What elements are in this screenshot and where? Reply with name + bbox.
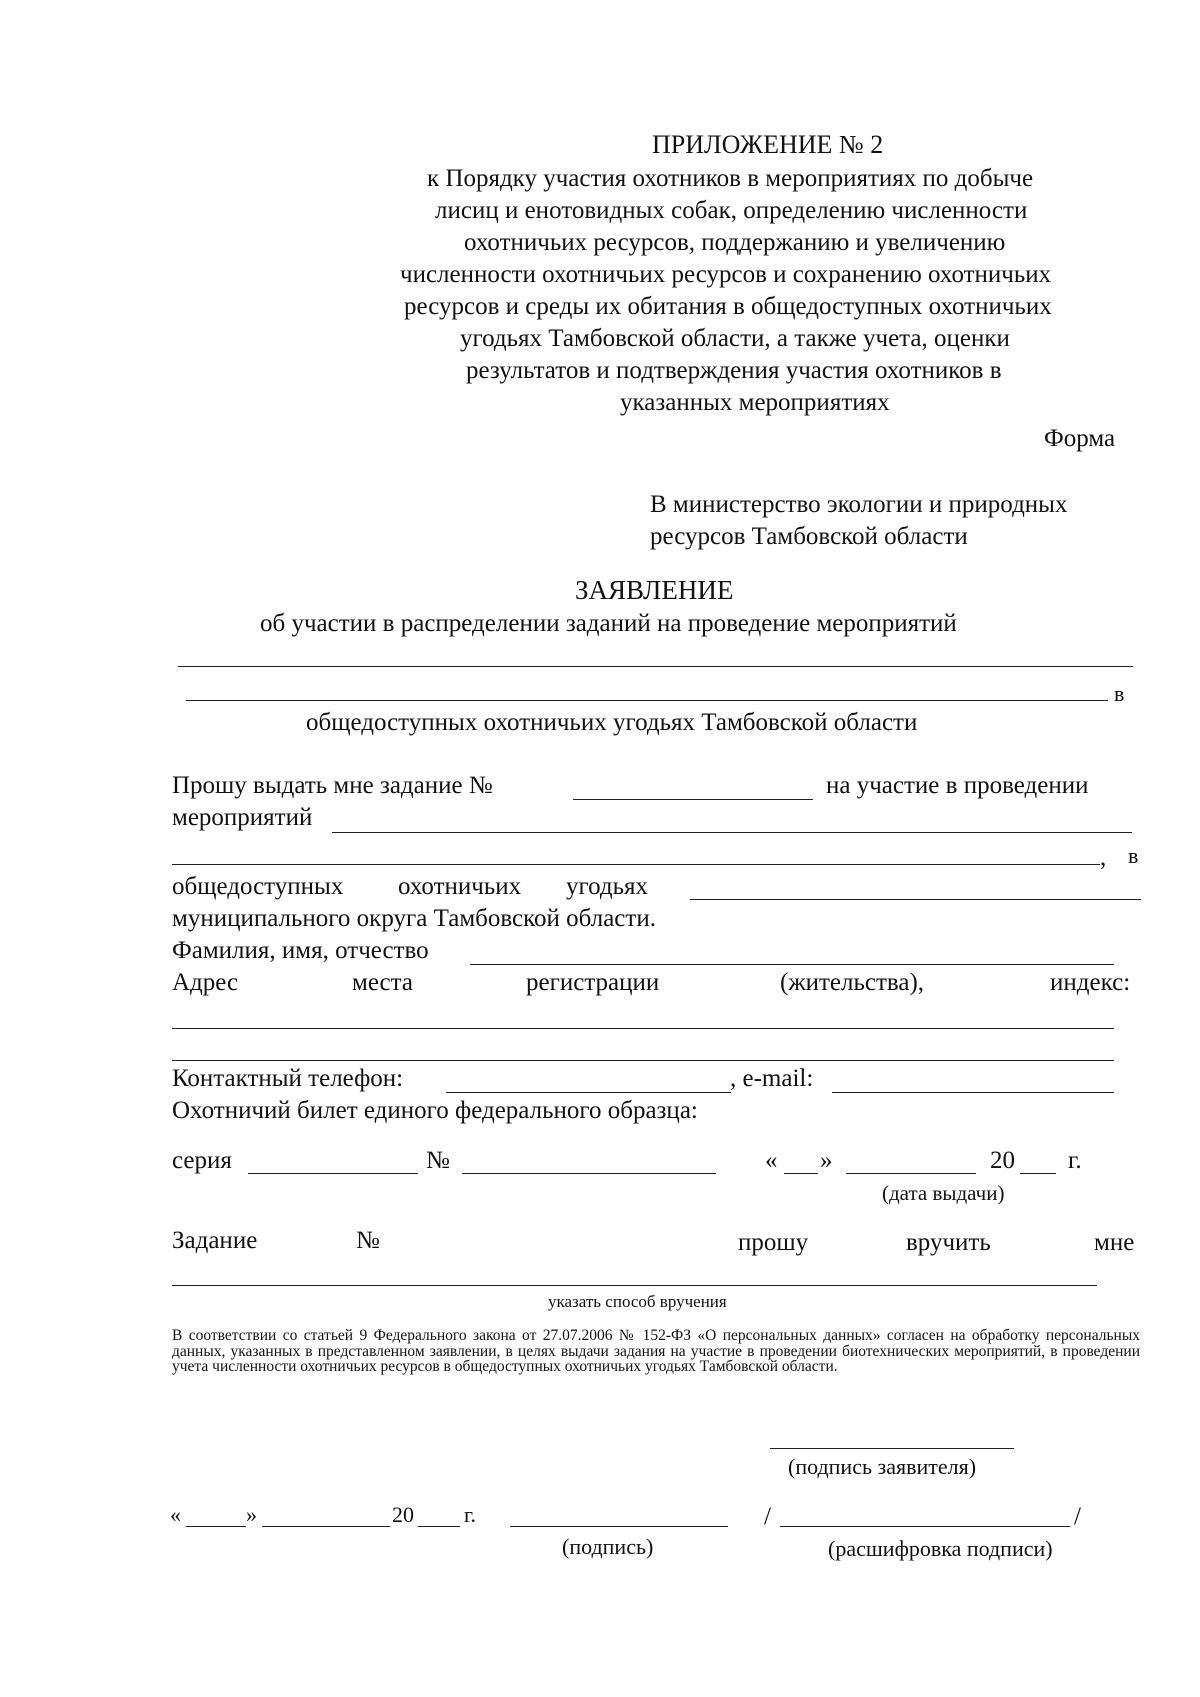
issue-day-field[interactable]	[784, 1173, 818, 1174]
phone-field[interactable]	[446, 1092, 731, 1093]
event-name-line-2[interactable]	[186, 700, 1108, 701]
address-word: регистрации	[526, 969, 660, 996]
task-number-field[interactable]	[573, 799, 813, 800]
addressee-line: В министерство экологии и природных	[650, 491, 1068, 518]
sig-year-field[interactable]	[418, 1526, 460, 1527]
signature-label: (подпись)	[562, 1534, 654, 1559]
task-word: Задание	[172, 1227, 258, 1254]
year-suffix: г.	[1068, 1147, 1082, 1174]
slash: /	[1074, 1503, 1081, 1530]
address-word: Адрес	[172, 969, 239, 996]
ticket-number-field[interactable]	[462, 1173, 716, 1174]
appendix-line: к Порядку участия охотников в мероприятиях по добыче	[427, 165, 1034, 192]
sig-month-field[interactable]	[262, 1526, 390, 1527]
email-field[interactable]	[832, 1092, 1114, 1093]
signature-decoding-field[interactable]	[780, 1526, 1070, 1527]
appendix-line: результатов и подтверждения участия охотников в	[466, 357, 1002, 384]
quote-close: »	[820, 1147, 833, 1174]
sig-year-prefix: 20	[392, 1502, 414, 1527]
phone-label: Контактный телефон:	[172, 1065, 404, 1092]
request-start: Прошу выдать мне задание №	[172, 772, 493, 799]
sig-day-field[interactable]	[186, 1526, 246, 1527]
issue-year-field[interactable]	[1020, 1173, 1056, 1174]
grounds-label: угодьях	[566, 873, 649, 900]
task-word: №	[356, 1227, 380, 1254]
events-label: мероприятий	[172, 804, 313, 831]
task-word: прошу	[738, 1229, 809, 1256]
appendix-line: лисиц и енотовидных собак, определению численности	[435, 197, 1028, 224]
fio-field[interactable]	[470, 964, 1114, 965]
task-word: вручить	[906, 1229, 991, 1256]
appendix-line: ресурсов и среды их обитания в общедоступных охотничьих	[404, 293, 1052, 320]
events-field-2[interactable]	[172, 864, 1100, 865]
sig-year-suffix: г.	[464, 1502, 477, 1527]
in-letter: в	[1128, 843, 1139, 868]
personal-data-consent: В соответствии со статьей 9 Федерального закона от 27.07.2006 № 152-ФЗ «О персональных данных» согласен на обработку персональных данных, указанных в представленном заявлении, в целях выдачи задания на участие в проведении биотехнических мероприятий, в проведении учета численности охотничьих ресурсов в общедоступных охотничьих угодьях Тамбовской области.	[172, 1327, 1140, 1375]
series-label: серия	[172, 1147, 232, 1174]
district-line: муниципального округа Тамбовской области.	[172, 905, 656, 932]
delivery-method-field[interactable]	[172, 1285, 1097, 1286]
comma: ,	[1100, 844, 1107, 871]
request-end: на участие в проведении	[826, 772, 1089, 799]
ticket-label: Охотничий билет единого федерального образца:	[172, 1097, 698, 1124]
applicant-signature-line[interactable]	[770, 1448, 1014, 1449]
decoding-label: (расшифровка подписи)	[828, 1536, 1053, 1561]
address-field-2[interactable]	[172, 1060, 1114, 1061]
signature-field[interactable]	[510, 1526, 728, 1527]
applicant-signature-label: (подпись заявителя)	[788, 1454, 977, 1479]
statement-title: ЗАЯВЛЕНИЕ	[575, 575, 734, 605]
in-letter: в	[1114, 681, 1125, 706]
quote-open: «	[765, 1147, 778, 1174]
event-name-line[interactable]	[178, 666, 1133, 667]
sig-quote-open: «	[170, 1502, 181, 1527]
statement-subtitle: об участии в распределении заданий на проведение мероприятий	[260, 610, 957, 637]
form-label: Форма	[1044, 425, 1116, 452]
appendix-line: угодьях Тамбовской области, а также учета, оценки	[460, 325, 1010, 352]
address-word: индекс:	[1050, 969, 1131, 996]
grounds-label: общедоступных	[172, 873, 344, 900]
address-field[interactable]	[172, 1028, 1114, 1029]
appendix-line: численности охотничьих ресурсов и сохранению охотничьих	[400, 261, 1052, 288]
task-word: мне	[1094, 1229, 1135, 1256]
series-field[interactable]	[248, 1173, 418, 1174]
issue-month-field[interactable]	[846, 1173, 976, 1174]
appendix-line: указанных мероприятиях	[620, 389, 890, 416]
issue-date-label: (дата выдачи)	[882, 1181, 1005, 1205]
delivery-hint: указать способ вручения	[548, 1292, 727, 1311]
slash: /	[764, 1503, 771, 1530]
address-word: места	[352, 969, 413, 996]
addressee-line: ресурсов Тамбовской области	[650, 523, 968, 550]
year-prefix: 20	[990, 1147, 1015, 1174]
appendix-title: ПРИЛОЖЕНИЕ № 2	[652, 130, 884, 159]
district-field[interactable]	[690, 899, 1141, 900]
grounds-label: охотничьих	[398, 873, 522, 900]
email-label: , e-mail:	[730, 1065, 814, 1092]
grounds-line: общедоступных охотничьих угодьях Тамбовской области	[306, 709, 918, 736]
number-sign: №	[426, 1147, 450, 1174]
address-word: (жительства),	[780, 969, 925, 996]
fio-label: Фамилия, имя, отчество	[172, 937, 429, 964]
sig-quote-close: »	[246, 1502, 257, 1527]
events-field[interactable]	[332, 832, 1132, 833]
appendix-line: охотничьих ресурсов, поддержанию и увеличению	[464, 229, 1006, 256]
